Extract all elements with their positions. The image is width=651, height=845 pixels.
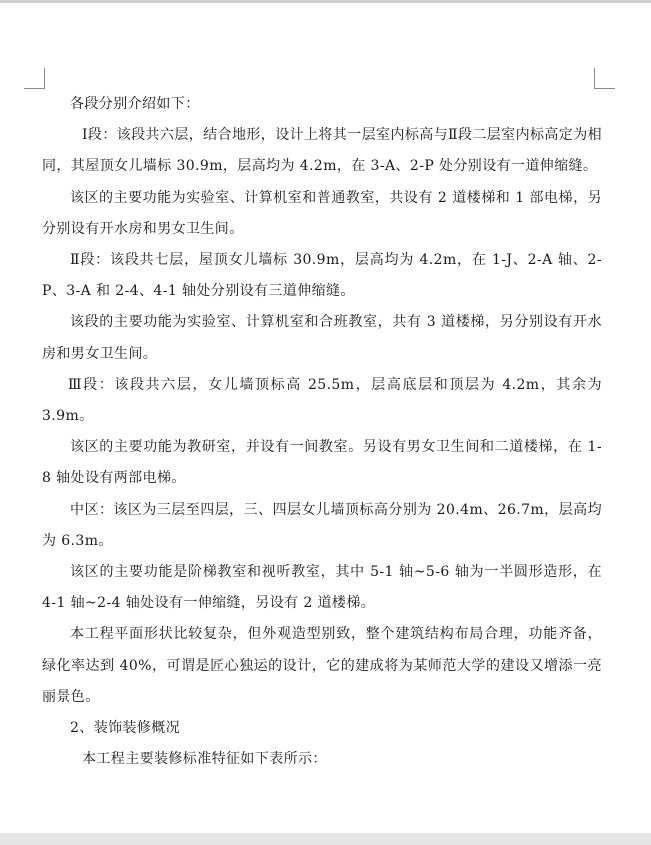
margin-corner-top-right	[594, 68, 615, 89]
window-top-border	[0, 0, 651, 3]
paragraph-middle-zone: 中区：该区为三层至四层，三、四层女儿墙顶标高分别为 20.4m、26.7m，层高均为 6.3m。	[42, 501, 602, 549]
paragraph-section-2-function: 该段的主要功能为实验室、计算机室和合班教室，共有 3 道楼梯，另分别设有开水房和男女卫生间。	[42, 314, 602, 362]
paragraph-section-1-function: 该区的主要功能为实验室、计算机室和普通教室，共设有 2 道楼梯和 1 部电梯，另分别设有开水房和男女卫生间。	[42, 189, 602, 237]
paragraph-section-2: Ⅱ段：该段共七层，屋顶女儿墙标 30.9m，层高均为 4.2m，在 1-J、2-A 轴、2-P、3-A 和 2-4、4-1 轴处分别设有三道伸缩缝。	[42, 252, 602, 300]
margin-corner-top-left	[24, 68, 45, 89]
heading-decoration-overview: 2、装饰装修概况	[70, 720, 181, 737]
paragraph-summary: 本工程平面形状比较复杂，但外观造型别致，整个建筑结构布局合理，功能齐备，绿化率达到 40%，可谓是匠心独运的设计，它的建成将为某师范大学的建设又增添一亮丽景色。	[42, 626, 602, 705]
window-bottom-border	[0, 833, 651, 845]
document-body[interactable]	[42, 89, 602, 775]
paragraph-middle-zone-function: 该区的主要功能是阶梯教室和视听教室，其中 5-1 轴~5-6 轴为一半圆形造形，在 4-1 轴~2-4 轴处设有一伸缩缝，另设有 2 道楼梯。	[42, 564, 602, 612]
paragraph-section-3-function: 该区的主要功能为教研室，并设有一间教室。另设有男女卫生间和二道楼梯，在 1-8 轴处设有两部电梯。	[42, 439, 602, 487]
paragraph-intro: 各段分别介绍如下：	[70, 96, 200, 112]
paragraph-section-1: Ⅰ段：该段共六层，结合地形，设计上将其一层室内标高与Ⅱ段二层室内标高定为相同，其屋顶女儿墙标 30.9m，层高均为 4.2m，在 3-A、2-P 处分别设有一道伸缩缝。	[42, 127, 602, 175]
paragraph-table-intro: 本工程主要装修标准特征如下表所示：	[82, 751, 327, 768]
paragraph-section-3: Ⅲ段：该段共六层，女儿墙顶标高 25.5m，层高底层和顶层为 4.2m，其余为 3.9m。	[42, 376, 602, 425]
